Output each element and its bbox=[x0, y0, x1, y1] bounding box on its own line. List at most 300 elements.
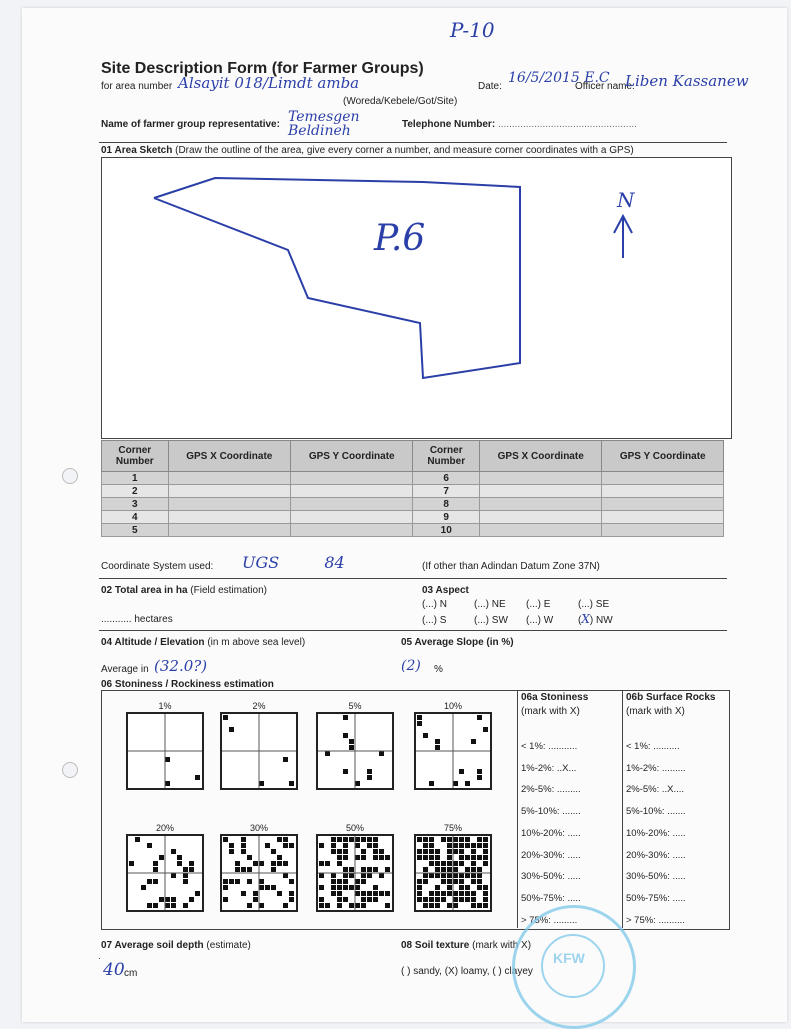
stone-mark bbox=[331, 843, 336, 848]
stone-mark bbox=[379, 873, 384, 878]
stone-mark bbox=[165, 897, 170, 902]
aspect-nw[interactable]: NW bbox=[596, 615, 613, 626]
soil-texture-options[interactable]: ( ) sandy, (X) loamy, ( ) clayey bbox=[401, 966, 533, 977]
stamp-text: KFW bbox=[553, 950, 585, 966]
area-unit: hectares bbox=[134, 614, 173, 625]
stone-mark bbox=[159, 855, 164, 860]
stone-mark bbox=[477, 903, 482, 908]
col-b-sub: (mark with X) bbox=[626, 706, 685, 717]
stone-mark bbox=[247, 867, 252, 872]
stone-mark bbox=[247, 879, 252, 884]
stone-mark bbox=[355, 879, 360, 884]
stone-mark bbox=[283, 757, 288, 762]
surface-rock-option[interactable]: 30%-50%: ..... bbox=[626, 871, 686, 883]
stone-mark bbox=[417, 891, 422, 896]
slope-heading: 05 Average Slope (in %) bbox=[401, 637, 514, 648]
stone-mark bbox=[367, 837, 372, 842]
stone-mark bbox=[171, 903, 176, 908]
stone-mark bbox=[355, 855, 360, 860]
stone-mark bbox=[361, 891, 366, 896]
stone-mark bbox=[241, 867, 246, 872]
stone-mark bbox=[289, 879, 294, 884]
stone-mark bbox=[379, 751, 384, 756]
stone-mark bbox=[429, 897, 434, 902]
stone-mark bbox=[477, 843, 482, 848]
stone-mark bbox=[337, 879, 342, 884]
stone-mark bbox=[265, 843, 270, 848]
stoniness-option[interactable]: 10%-20%: ..... bbox=[521, 827, 581, 839]
stone-mark bbox=[417, 837, 422, 842]
surface-rock-option[interactable]: 5%-10%: ....... bbox=[626, 806, 686, 818]
stone-mark bbox=[441, 867, 446, 872]
stone-mark bbox=[453, 867, 458, 872]
stone-mark bbox=[349, 745, 354, 750]
stone-mark bbox=[459, 873, 464, 878]
x-cell[interactable] bbox=[168, 498, 290, 511]
aspect-se[interactable]: SE bbox=[595, 599, 610, 610]
stone-mark bbox=[337, 885, 342, 890]
stone-mark bbox=[259, 861, 264, 866]
rep-label: Name of farmer group representative: bbox=[101, 119, 280, 130]
stone-mark bbox=[447, 855, 452, 860]
stoniness-option[interactable]: 30%-50%: ..... bbox=[521, 871, 581, 883]
stone-mark bbox=[441, 897, 446, 902]
stone-mark bbox=[319, 843, 324, 848]
table-row bbox=[102, 511, 724, 524]
soil-texture-heading: 08 Soil texture bbox=[401, 940, 470, 951]
stone-mark bbox=[477, 715, 482, 720]
y-cell[interactable] bbox=[602, 524, 724, 537]
stone-mark bbox=[471, 897, 476, 902]
stone-mark bbox=[429, 861, 434, 866]
stone-mark bbox=[337, 897, 342, 902]
y-cell[interactable] bbox=[291, 472, 413, 485]
stone-mark bbox=[235, 879, 240, 884]
sketch-heading-line bbox=[101, 145, 634, 156]
x-cell[interactable] bbox=[168, 511, 290, 524]
stone-mark bbox=[373, 849, 378, 854]
stone-mark bbox=[483, 897, 488, 902]
table-row bbox=[102, 485, 724, 498]
stone-mark bbox=[453, 781, 458, 786]
stone-mark bbox=[453, 891, 458, 896]
sketch-outline bbox=[102, 158, 731, 438]
stone-mark bbox=[471, 867, 476, 872]
stone-mark bbox=[435, 903, 440, 908]
stone-mark bbox=[379, 891, 384, 896]
stone-mark bbox=[331, 891, 336, 896]
stone-mark bbox=[343, 873, 348, 878]
divider bbox=[99, 630, 727, 631]
stone-mark bbox=[337, 855, 342, 860]
stone-mark bbox=[423, 855, 428, 860]
stone-mark bbox=[429, 843, 434, 848]
stoniness-grid-30 bbox=[220, 834, 298, 912]
stone-mark bbox=[379, 855, 384, 860]
stone-mark bbox=[171, 873, 176, 878]
stone-mark bbox=[325, 751, 330, 756]
y-cell[interactable] bbox=[602, 472, 724, 485]
stone-mark bbox=[477, 873, 482, 878]
stone-mark bbox=[483, 843, 488, 848]
y-cell[interactable] bbox=[602, 511, 724, 524]
surface-rock-option[interactable]: 20%-30%: ..... bbox=[626, 849, 686, 861]
stoniness-option[interactable]: < 1%: ........... bbox=[521, 741, 578, 752]
stone-mark bbox=[331, 879, 336, 884]
stone-mark bbox=[453, 861, 458, 866]
y-cell[interactable] bbox=[291, 485, 413, 498]
kfw-stamp bbox=[512, 905, 636, 1029]
stone-mark bbox=[441, 873, 446, 878]
stone-mark bbox=[229, 843, 234, 848]
stone-mark bbox=[361, 855, 366, 860]
coord-value: UGS 84 bbox=[242, 553, 345, 572]
stoniness-option[interactable]: 5%-10%: ....... bbox=[521, 806, 581, 818]
stone-mark bbox=[153, 903, 158, 908]
stone-mark bbox=[235, 867, 240, 872]
stone-mark bbox=[465, 897, 470, 902]
area-sub: (Woreda/Kebele/Got/Site) bbox=[343, 96, 458, 107]
soil-depth-sub: (estimate) bbox=[206, 940, 251, 951]
stone-mark bbox=[477, 775, 482, 780]
stone-mark bbox=[453, 879, 458, 884]
stone-mark bbox=[153, 867, 158, 872]
stone-mark bbox=[385, 891, 390, 896]
stone-mark bbox=[271, 885, 276, 890]
slope-unit: % bbox=[434, 664, 443, 675]
altitude-value: (32.0?) bbox=[154, 657, 208, 675]
stoniness-list bbox=[521, 736, 581, 931]
stone-mark bbox=[423, 849, 428, 854]
stone-mark bbox=[223, 885, 228, 890]
stone-mark bbox=[429, 855, 434, 860]
stone-mark bbox=[417, 849, 422, 854]
stone-mark bbox=[483, 885, 488, 890]
surface-rock-option[interactable]: 2%-5%: ..X.... bbox=[626, 784, 685, 796]
y-cell[interactable] bbox=[602, 485, 724, 498]
aspect-n[interactable]: N bbox=[439, 599, 448, 610]
stoniness-grid-5 bbox=[316, 712, 394, 790]
stone-mark bbox=[417, 855, 422, 860]
stoniness-option[interactable]: 50%-75%: ..... bbox=[521, 892, 581, 904]
corner-cell: 7 bbox=[413, 485, 480, 498]
stone-mark bbox=[459, 861, 464, 866]
stone-mark bbox=[349, 837, 354, 842]
stone-mark bbox=[165, 781, 170, 786]
stone-mark bbox=[259, 781, 264, 786]
stone-mark bbox=[477, 885, 482, 890]
stone-mark bbox=[435, 849, 440, 854]
x-cell[interactable] bbox=[168, 472, 290, 485]
stone-mark bbox=[189, 861, 194, 866]
stone-mark bbox=[337, 891, 342, 896]
soil-depth-unit: cm bbox=[124, 968, 138, 979]
surface-rock-option[interactable]: 50%-75%: ..... bbox=[626, 892, 686, 904]
stone-mark bbox=[283, 843, 288, 848]
stone-mark bbox=[465, 781, 470, 786]
stone-mark bbox=[471, 855, 476, 860]
aspect-sw[interactable]: SW bbox=[491, 615, 508, 626]
stone-mark bbox=[423, 879, 428, 884]
aspect-e[interactable]: E bbox=[543, 599, 551, 610]
stone-mark bbox=[435, 855, 440, 860]
stone-mark bbox=[483, 861, 488, 866]
stone-mark bbox=[471, 843, 476, 848]
table-row bbox=[102, 472, 724, 485]
stone-mark bbox=[477, 867, 482, 872]
stone-mark bbox=[259, 903, 264, 908]
col-header: Corner Number bbox=[102, 441, 169, 472]
phone-dots: .................................................. bbox=[498, 119, 637, 130]
x-cell[interactable] bbox=[480, 498, 602, 511]
stone-mark bbox=[471, 879, 476, 884]
col-header: GPS Y Coordinate bbox=[602, 441, 724, 472]
stoniness-option[interactable]: 20%-30%: ..... bbox=[521, 849, 581, 861]
stone-mark bbox=[385, 867, 390, 872]
stone-mark bbox=[373, 843, 378, 848]
stone-mark bbox=[343, 843, 348, 848]
stone-mark bbox=[465, 873, 470, 878]
stone-mark bbox=[423, 897, 428, 902]
stone-mark bbox=[223, 837, 228, 842]
altitude-heading-line bbox=[101, 637, 305, 648]
stone-mark bbox=[355, 837, 360, 842]
grid-label: 10% bbox=[443, 701, 462, 711]
corner-cell: 6 bbox=[413, 472, 480, 485]
col-a-sub: (mark with X) bbox=[521, 706, 580, 717]
stone-mark bbox=[289, 781, 294, 786]
stone-mark bbox=[435, 867, 440, 872]
y-cell[interactable] bbox=[602, 498, 724, 511]
stone-mark bbox=[343, 837, 348, 842]
stone-mark bbox=[241, 849, 246, 854]
surface-rock-option[interactable]: > 75%: .......... bbox=[626, 914, 685, 926]
surface-rock-option[interactable]: 1%-2%: ......... bbox=[626, 762, 686, 774]
stone-mark bbox=[373, 891, 378, 896]
page-mark: P-10 bbox=[450, 18, 495, 42]
stone-mark bbox=[343, 867, 348, 872]
sketch-heading: 01 Area Sketch bbox=[101, 145, 173, 156]
stoniness-grid-2 bbox=[220, 712, 298, 790]
surface-rock-option[interactable]: < 1%: .......... bbox=[626, 741, 680, 752]
col-header: GPS X Coordinate bbox=[168, 441, 290, 472]
stone-mark bbox=[447, 861, 452, 866]
stone-mark bbox=[271, 867, 276, 872]
stoniness-heading: 06 Stoniness / Rockiness estimation bbox=[101, 679, 274, 690]
stone-mark bbox=[349, 885, 354, 890]
stone-mark bbox=[477, 855, 482, 860]
x-cell[interactable] bbox=[480, 485, 602, 498]
stone-mark bbox=[459, 837, 464, 842]
stone-mark bbox=[147, 879, 152, 884]
stone-mark bbox=[319, 861, 324, 866]
stone-mark bbox=[447, 879, 452, 884]
grid-label: 75% bbox=[443, 823, 462, 833]
grid-label: 2% bbox=[252, 701, 266, 711]
altitude-heading: 04 Altitude / Elevation bbox=[101, 637, 205, 648]
stone-mark bbox=[223, 879, 228, 884]
corner-cell: 5 bbox=[102, 524, 169, 537]
stone-mark bbox=[429, 873, 434, 878]
phone-label: Telephone Number: bbox=[402, 119, 496, 130]
stone-mark bbox=[367, 891, 372, 896]
stone-mark bbox=[453, 843, 458, 848]
stone-mark bbox=[373, 837, 378, 842]
stone-mark bbox=[465, 867, 470, 872]
stone-mark bbox=[253, 861, 258, 866]
stone-mark bbox=[471, 891, 476, 896]
stone-mark bbox=[247, 903, 252, 908]
stone-mark bbox=[441, 837, 446, 842]
stone-mark bbox=[429, 837, 434, 842]
stone-mark bbox=[417, 885, 422, 890]
stoniness-option[interactable]: 1%-2%: ..X... bbox=[521, 762, 577, 774]
stone-mark bbox=[373, 855, 378, 860]
stone-mark bbox=[435, 861, 440, 866]
stone-mark bbox=[319, 897, 324, 902]
stone-mark bbox=[355, 891, 360, 896]
corner-cell: 4 bbox=[102, 511, 169, 524]
stone-mark bbox=[361, 873, 366, 878]
stone-mark bbox=[465, 885, 470, 890]
stone-mark bbox=[277, 837, 282, 842]
stone-mark bbox=[447, 873, 452, 878]
col-b-heading: 06b Surface Rocks bbox=[626, 692, 716, 703]
soil-depth-value: 40 bbox=[103, 960, 125, 980]
stone-mark bbox=[385, 855, 390, 860]
north-label: N bbox=[617, 188, 635, 212]
stone-mark bbox=[429, 903, 434, 908]
stone-mark bbox=[171, 849, 176, 854]
stone-mark bbox=[361, 897, 366, 902]
stone-mark bbox=[183, 867, 188, 872]
x-cell[interactable] bbox=[168, 524, 290, 537]
soil-texture-heading-line bbox=[401, 940, 531, 951]
stone-mark bbox=[361, 867, 366, 872]
stone-mark bbox=[195, 775, 200, 780]
stone-mark bbox=[453, 897, 458, 902]
stone-mark bbox=[459, 855, 464, 860]
y-cell[interactable] bbox=[291, 511, 413, 524]
punch-hole bbox=[62, 762, 78, 778]
stoniness-option[interactable]: 2%-5%: ......... bbox=[521, 784, 581, 796]
col-header: Corner Number bbox=[413, 441, 480, 472]
grid-label: 30% bbox=[249, 823, 268, 833]
stone-mark bbox=[453, 849, 458, 854]
stone-mark bbox=[343, 897, 348, 902]
stone-mark bbox=[349, 867, 354, 872]
coord-note: (If other than Adindan Datum Zone 37N) bbox=[422, 561, 600, 572]
stone-mark bbox=[259, 885, 264, 890]
stone-mark bbox=[373, 897, 378, 902]
stone-mark bbox=[435, 891, 440, 896]
aspect-s[interactable]: S bbox=[439, 615, 447, 626]
soil-texture-sub: (mark with X) bbox=[472, 940, 532, 951]
grid-label: 20% bbox=[155, 823, 174, 833]
stone-mark bbox=[289, 891, 294, 896]
stone-mark bbox=[435, 885, 440, 890]
stamp-inner-ring bbox=[541, 934, 605, 998]
coord-label: Coordinate System used: bbox=[101, 561, 214, 572]
stone-mark bbox=[423, 873, 428, 878]
stone-mark bbox=[483, 855, 488, 860]
surface-rock-option[interactable]: 10%-20%: ..... bbox=[626, 827, 686, 839]
stone-mark bbox=[435, 739, 440, 744]
stone-mark bbox=[331, 837, 336, 842]
stone-mark bbox=[319, 873, 324, 878]
stone-mark bbox=[171, 897, 176, 902]
x-cell[interactable] bbox=[168, 485, 290, 498]
stone-mark bbox=[159, 897, 164, 902]
y-cell[interactable] bbox=[291, 524, 413, 537]
stone-mark bbox=[229, 849, 234, 854]
stone-mark bbox=[423, 867, 428, 872]
stone-mark bbox=[483, 903, 488, 908]
area-field[interactable]: ........... hectares bbox=[101, 614, 173, 625]
corner-cell: 10 bbox=[413, 524, 480, 537]
stone-mark bbox=[343, 769, 348, 774]
stone-mark bbox=[343, 879, 348, 884]
sketch-box bbox=[101, 157, 732, 439]
stone-mark bbox=[283, 873, 288, 878]
stone-mark bbox=[253, 897, 258, 902]
area-value: Alsayit 018/Limdt amba bbox=[178, 74, 360, 92]
stone-mark bbox=[477, 837, 482, 842]
grid-label: 5% bbox=[348, 701, 362, 711]
stone-mark bbox=[453, 837, 458, 842]
stone-mark bbox=[177, 861, 182, 866]
x-cell[interactable] bbox=[480, 472, 602, 485]
stone-mark bbox=[271, 861, 276, 866]
stone-mark bbox=[247, 855, 252, 860]
aspect-w[interactable]: W bbox=[543, 615, 554, 626]
stone-mark bbox=[229, 727, 234, 732]
grid-label: 50% bbox=[345, 823, 364, 833]
stone-mark bbox=[223, 897, 228, 902]
col-a-heading: 06a Stoniness bbox=[521, 692, 589, 703]
slope-value: (2) bbox=[401, 658, 421, 674]
stone-mark bbox=[367, 867, 372, 872]
stone-mark bbox=[277, 891, 282, 896]
stone-mark bbox=[423, 843, 428, 848]
stone-mark bbox=[447, 867, 452, 872]
stone-mark bbox=[417, 879, 422, 884]
area-heading: 02 Total area in ha bbox=[101, 585, 188, 596]
x-cell[interactable] bbox=[480, 524, 602, 537]
stone-mark bbox=[385, 903, 390, 908]
stone-mark bbox=[459, 849, 464, 854]
stone-mark bbox=[483, 849, 488, 854]
stone-mark bbox=[343, 855, 348, 860]
stone-mark bbox=[241, 891, 246, 896]
stone-mark bbox=[289, 897, 294, 902]
aspect-ne[interactable]: NE bbox=[491, 599, 506, 610]
stone-mark bbox=[471, 849, 476, 854]
stone-mark bbox=[367, 873, 372, 878]
area-heading-line bbox=[101, 585, 267, 596]
stoniness-option[interactable]: > 75%: ......... bbox=[521, 914, 578, 926]
form-title: Site Description Form (for Farmer Groups) bbox=[101, 60, 424, 77]
y-cell[interactable] bbox=[291, 498, 413, 511]
stone-mark bbox=[349, 739, 354, 744]
x-cell[interactable] bbox=[480, 511, 602, 524]
stone-mark bbox=[319, 885, 324, 890]
stone-mark bbox=[459, 843, 464, 848]
stone-mark bbox=[441, 861, 446, 866]
stone-mark bbox=[459, 879, 464, 884]
soil-depth-heading: 07 Average soil depth bbox=[101, 940, 204, 951]
soil-depth-heading-line bbox=[101, 940, 251, 951]
